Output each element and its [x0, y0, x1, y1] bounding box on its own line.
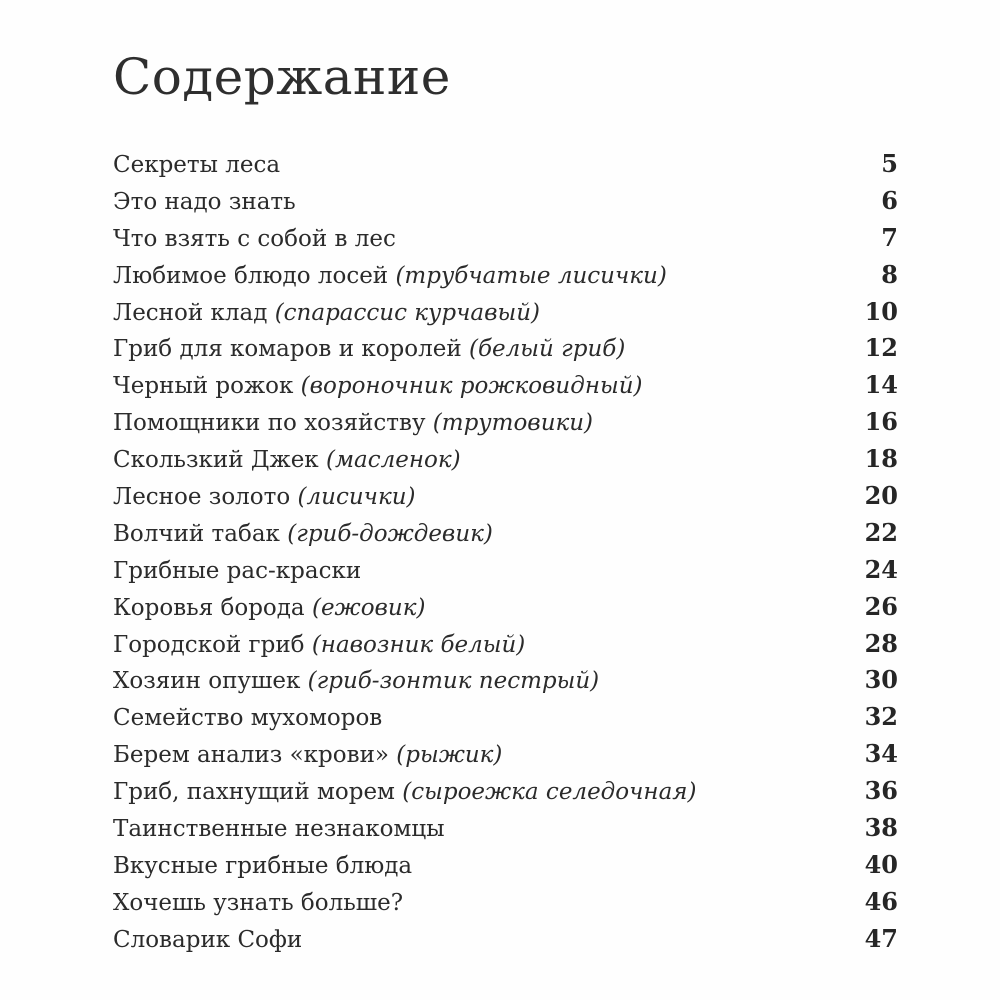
- toc-entry-page-number: 5: [881, 149, 898, 178]
- toc-entry-subtitle: (вороночник рожковидный): [300, 373, 643, 400]
- toc-entry: [113, 773, 898, 810]
- toc-entry-title: Что взять с собой в лес: [113, 225, 396, 252]
- toc-entry-text: [113, 811, 445, 848]
- toc-entry-text: [113, 221, 396, 258]
- toc-entry-subtitle: (ежовик): [311, 594, 426, 621]
- toc-entry-text: [113, 147, 280, 184]
- toc-entry-text: [113, 405, 593, 442]
- toc-entry-page-number: 18: [864, 444, 898, 474]
- page-title: Содержание: [113, 48, 451, 106]
- toc-entry-title: Городской гриб: [113, 631, 305, 658]
- toc-entry-page-number: 7: [881, 222, 898, 252]
- toc-entry: [113, 146, 898, 183]
- toc-entry: [113, 404, 898, 441]
- toc-entry-title: Лесной клад: [113, 299, 268, 326]
- toc-entry-page-number: 20: [864, 481, 898, 511]
- toc-entry-page-number: 32: [864, 702, 898, 732]
- toc-entry: [113, 183, 898, 220]
- toc-entry-text: [113, 885, 403, 922]
- toc-entry-page-number: 26: [864, 591, 898, 621]
- toc-entry-text: [113, 774, 696, 811]
- toc-entry-text: [113, 184, 296, 221]
- toc-entry-text: [113, 663, 599, 700]
- toc-entry-page-number: 6: [881, 185, 898, 215]
- toc-entry-page-number: 10: [864, 296, 898, 326]
- toc-entry-page-number: 22: [864, 517, 898, 547]
- toc-entry: [113, 847, 898, 884]
- toc-entry-page-number: 30: [864, 665, 898, 695]
- toc-entry-subtitle: (рыжик): [396, 742, 503, 769]
- toc-entry: [113, 220, 898, 257]
- toc-entry-subtitle: (лисички): [297, 484, 416, 511]
- toc-entry-page-number: 14: [864, 370, 898, 400]
- toc-entry-title: Любимое блюдо лосей: [113, 262, 389, 289]
- toc-entry-page-number: 36: [864, 776, 898, 806]
- toc-entry-title: Волчий табак: [113, 520, 280, 547]
- toc-entry-page-number: 28: [864, 628, 898, 658]
- toc-entry-text: [113, 700, 382, 737]
- table-of-contents: [113, 146, 898, 958]
- toc-entry-title: Гриб, пахнущий морем: [113, 779, 395, 806]
- toc-entry-title: Секреты леса: [113, 152, 281, 178]
- toc-entry: [113, 294, 898, 331]
- toc-entry: [113, 478, 898, 515]
- toc-entry-title: Скользкий Джек: [113, 447, 319, 474]
- toc-entry: [113, 441, 898, 478]
- toc-entry-title: Коровья борода: [113, 594, 305, 621]
- toc-entry-text: [113, 922, 302, 959]
- toc-entry: [113, 626, 898, 663]
- toc-entry: [113, 921, 898, 958]
- toc-entry-text: [113, 479, 416, 516]
- toc-entry: [113, 367, 898, 404]
- toc-entry-subtitle: (белый гриб): [469, 336, 626, 363]
- toc-entry-subtitle: (сыроежка селедочная): [402, 779, 697, 806]
- toc-entry: [113, 699, 898, 736]
- toc-entry-text: [113, 627, 525, 664]
- toc-entry-subtitle: (трубчатые лисички): [395, 262, 667, 289]
- toc-entry: [113, 662, 898, 699]
- toc-entry-title: Это надо знать: [113, 188, 296, 215]
- toc-entry-title: Помощники по хозяйству: [113, 410, 426, 437]
- toc-entry-title: Таинственные незнакомцы: [113, 816, 445, 843]
- toc-entry-title: Семейство мухоморов: [113, 705, 383, 732]
- toc-entry-title: Гриб для комаров и королей: [113, 336, 462, 363]
- toc-entry-subtitle: (гриб-зонтик пестрый): [307, 668, 600, 695]
- toc-entry-title: Лесное золото: [113, 484, 291, 511]
- toc-entry-title: Берем анализ «крови»: [113, 742, 389, 769]
- toc-entry-text: [113, 737, 502, 774]
- toc-entry-subtitle: (трутовики): [432, 410, 594, 437]
- toc-entry-page-number: 16: [864, 407, 898, 437]
- toc-entry-title: Грибные рас-краски: [113, 557, 362, 584]
- toc-entry: [113, 884, 898, 921]
- toc-entry-subtitle: (гриб-дождевик): [287, 520, 493, 547]
- toc-entry-title: Хочешь узнать больше?: [113, 889, 404, 916]
- toc-entry-text: [113, 368, 643, 405]
- toc-entry: [113, 589, 898, 626]
- toc-entry-text: [113, 516, 493, 553]
- toc-entry-page-number: 24: [864, 554, 898, 584]
- toc-entry-page-number: 34: [864, 739, 898, 769]
- toc-entry-title: Черный рожок: [113, 373, 294, 400]
- toc-entry-subtitle: (навозник белый): [311, 631, 526, 658]
- toc-entry-page-number: 12: [864, 333, 898, 363]
- toc-entry-text: [113, 295, 540, 332]
- toc-entry-title: Хозяин опушек: [113, 668, 301, 695]
- toc-entry-text: [113, 590, 425, 627]
- toc-entry-text: [113, 848, 412, 885]
- toc-entry-title: Вкусные грибные блюда: [113, 852, 413, 879]
- toc-entry-subtitle: (масленок): [326, 447, 461, 474]
- toc-entry-page-number: 40: [864, 849, 898, 879]
- toc-entry: [113, 257, 898, 294]
- toc-entry-page-number: 46: [864, 886, 898, 916]
- toc-entry-page-number: 47: [864, 923, 898, 953]
- toc-entry-page-number: 8: [881, 259, 898, 289]
- toc-entry-title: Словарик Софи: [113, 926, 303, 953]
- toc-entry: [113, 736, 898, 773]
- toc-entry: [113, 330, 898, 367]
- toc-entry: [113, 552, 898, 589]
- toc-entry-text: [113, 258, 667, 295]
- toc-entry-subtitle: (спарассис курчавый): [274, 299, 540, 326]
- toc-entry-text: [113, 442, 461, 479]
- toc-entry-text: [113, 553, 361, 590]
- toc-entry: [113, 515, 898, 552]
- toc-entry-text: [113, 331, 625, 368]
- toc-entry: [113, 810, 898, 847]
- toc-entry-page-number: 38: [864, 813, 898, 843]
